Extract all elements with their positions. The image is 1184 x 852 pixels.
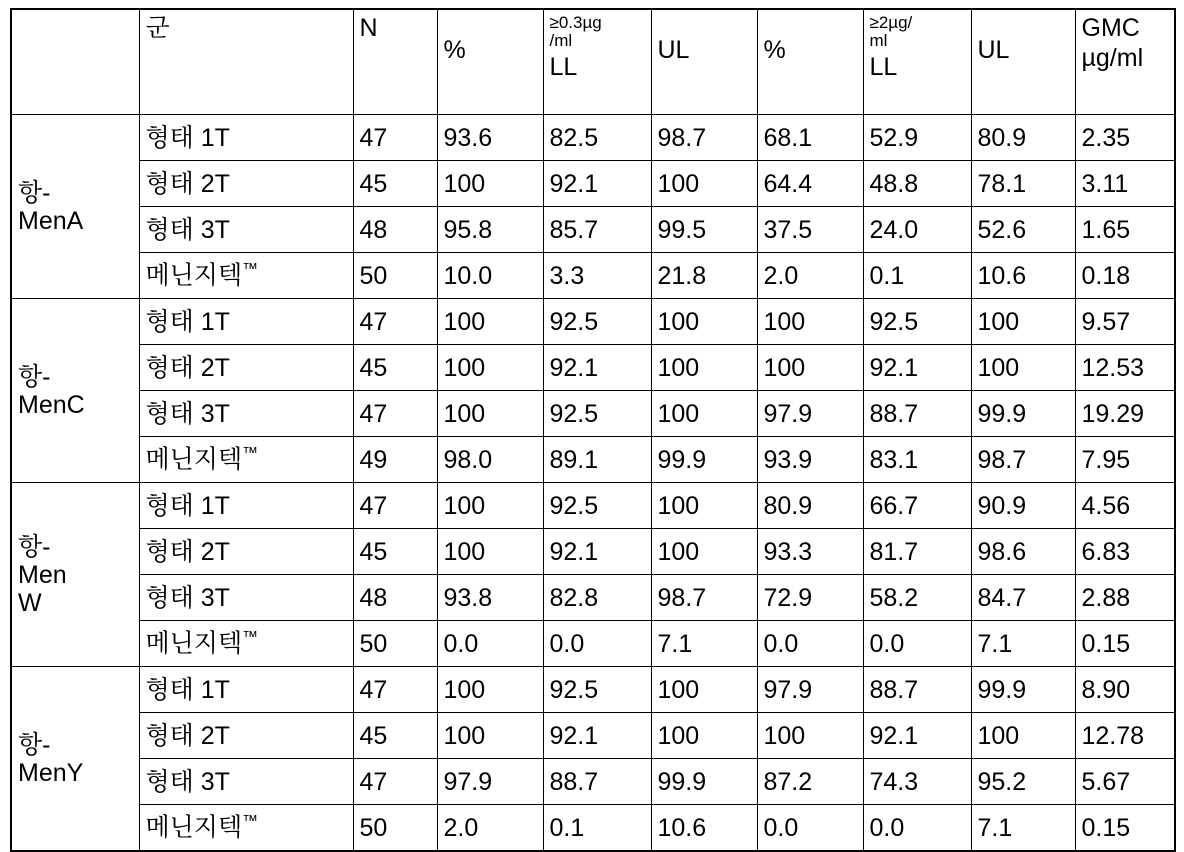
- table-row: [11, 161, 1175, 207]
- row-ll1: 92.1: [543, 529, 651, 575]
- row-pct2: 68.1: [757, 115, 863, 161]
- header-cell-ll1: [543, 9, 651, 115]
- row-pct1: 100: [437, 529, 543, 575]
- header-threshold-03-unit: /ml: [549, 31, 573, 51]
- row-gmc: 4.56: [1075, 483, 1175, 529]
- row-gmc: 9.57: [1075, 299, 1175, 345]
- row-ll1: 0.0: [543, 621, 651, 667]
- row-n: 45: [353, 713, 437, 759]
- header-ul1-label: UL: [657, 36, 690, 64]
- trademark-symbol: ™: [242, 629, 259, 647]
- row-ll2: 92.1: [863, 713, 971, 759]
- header-ll1-label: LL: [549, 52, 578, 81]
- row-group-name: 형태 1T: [139, 299, 353, 345]
- header-cell-pct2: [757, 9, 863, 115]
- header-group-label: 군: [145, 14, 170, 42]
- group-label-cell-meny: [11, 667, 139, 852]
- group-label-line1: 항-: [18, 730, 51, 759]
- row-gmc: 19.29: [1075, 391, 1175, 437]
- row-gmc: 1.65: [1075, 207, 1175, 253]
- row-group-name: 형태 2T: [139, 529, 353, 575]
- header-threshold-2-label: ≥2µg/: [869, 13, 913, 32]
- row-ll1: 0.1: [543, 805, 651, 852]
- row-pct1: 100: [437, 299, 543, 345]
- row-ul1: 98.7: [651, 115, 757, 161]
- row-pct2: 100: [757, 299, 863, 345]
- table-row: [11, 759, 1175, 805]
- row-gmc: 3.11: [1075, 161, 1175, 207]
- row-ll1: 88.7: [543, 759, 651, 805]
- table-row: [11, 391, 1175, 437]
- row-ll2: 0.1: [863, 253, 971, 299]
- table-row: [11, 667, 1175, 713]
- row-pct2: 93.3: [757, 529, 863, 575]
- table-row: [11, 115, 1175, 161]
- row-ll2: 92.1: [863, 345, 971, 391]
- row-pct1: 93.8: [437, 575, 543, 621]
- row-n: 45: [353, 345, 437, 391]
- row-group-name: 형태 3T: [139, 207, 353, 253]
- row-group-name: 형태 1T: [139, 667, 353, 713]
- header-threshold-2-unit: ml: [869, 31, 888, 51]
- row-gmc: 0.15: [1075, 621, 1175, 667]
- immunogenicity-results-table: [10, 8, 1176, 852]
- row-ul1: 100: [651, 391, 757, 437]
- row-ll2: 81.7: [863, 529, 971, 575]
- row-ll1: 89.1: [543, 437, 651, 483]
- row-ll1: 85.7: [543, 207, 651, 253]
- row-ll1: 82.5: [543, 115, 651, 161]
- row-pct1: 100: [437, 483, 543, 529]
- row-group-name: 형태 2T: [139, 161, 353, 207]
- row-group-name: 형태 3T: [139, 575, 353, 621]
- row-pct2: 2.0: [757, 253, 863, 299]
- row-gmc: 0.18: [1075, 253, 1175, 299]
- row-ul2: 95.2: [971, 759, 1075, 805]
- row-pct1: 0.0: [437, 621, 543, 667]
- row-ul1: 100: [651, 713, 757, 759]
- row-n: 47: [353, 759, 437, 805]
- row-ll1: 92.1: [543, 345, 651, 391]
- row-group-name: [139, 437, 353, 483]
- group-label-cell-mena: [11, 115, 139, 299]
- row-gmc: 6.83: [1075, 529, 1175, 575]
- row-ll1: 92.5: [543, 667, 651, 713]
- row-group-name: [139, 253, 353, 299]
- header-cell-ul1: [651, 9, 757, 115]
- header-cell-ul2: [971, 9, 1075, 115]
- row-group-name: 형태 2T: [139, 345, 353, 391]
- group-label-line1: 항-: [18, 532, 51, 561]
- row-gmc: 2.88: [1075, 575, 1175, 621]
- row-pct2: 0.0: [757, 621, 863, 667]
- row-gmc: 0.15: [1075, 805, 1175, 852]
- row-pct2: 93.9: [757, 437, 863, 483]
- row-ll1: 92.5: [543, 483, 651, 529]
- row-pct1: 100: [437, 161, 543, 207]
- row-gmc: 12.78: [1075, 713, 1175, 759]
- group-label-line2: MenA: [18, 206, 84, 235]
- header-threshold-03-label: ≥0.3µg: [549, 13, 602, 32]
- row-ul2: 7.1: [971, 805, 1075, 852]
- row-pct1: 100: [437, 667, 543, 713]
- table-row: [11, 207, 1175, 253]
- row-pct2: 80.9: [757, 483, 863, 529]
- row-ul2: 99.9: [971, 667, 1075, 713]
- header-pct1-label: %: [443, 36, 466, 64]
- row-ll2: 88.7: [863, 667, 971, 713]
- row-ll1: 3.3: [543, 253, 651, 299]
- row-n: 48: [353, 207, 437, 253]
- row-n: 50: [353, 621, 437, 667]
- row-ll1: 92.5: [543, 299, 651, 345]
- row-pct2: 100: [757, 345, 863, 391]
- row-ul2: 52.6: [971, 207, 1075, 253]
- row-ll2: 0.0: [863, 805, 971, 852]
- row-n: 47: [353, 391, 437, 437]
- row-ll2: 0.0: [863, 621, 971, 667]
- row-ll2: 58.2: [863, 575, 971, 621]
- row-pct2: 37.5: [757, 207, 863, 253]
- header-cell-blank: [11, 9, 139, 115]
- group-label-line3: W: [18, 588, 42, 617]
- row-pct2: 87.2: [757, 759, 863, 805]
- row-ll1: 92.5: [543, 391, 651, 437]
- row-pct2: 97.9: [757, 391, 863, 437]
- group-label-line1: 항-: [18, 178, 51, 207]
- row-ul1: 100: [651, 299, 757, 345]
- table-row: [11, 437, 1175, 483]
- row-group-name: 형태 2T: [139, 713, 353, 759]
- row-ll1: 92.1: [543, 713, 651, 759]
- row-n: 50: [353, 253, 437, 299]
- row-n: 47: [353, 299, 437, 345]
- row-gmc: 7.95: [1075, 437, 1175, 483]
- row-ul1: 99.9: [651, 437, 757, 483]
- row-pct1: 95.8: [437, 207, 543, 253]
- header-cell-group: [139, 9, 353, 115]
- row-group-name: 형태 3T: [139, 759, 353, 805]
- table-row: [11, 483, 1175, 529]
- table-row: [11, 299, 1175, 345]
- row-ul2: 100: [971, 713, 1075, 759]
- table-row: [11, 345, 1175, 391]
- row-n: 45: [353, 161, 437, 207]
- row-group-name-text: 메닌지텍: [145, 445, 243, 474]
- table-row: [11, 713, 1175, 759]
- row-ul2: 98.7: [971, 437, 1075, 483]
- row-n: 47: [353, 115, 437, 161]
- row-pct2: 100: [757, 713, 863, 759]
- row-ll2: 92.5: [863, 299, 971, 345]
- row-n: 47: [353, 483, 437, 529]
- table-row: [11, 621, 1175, 667]
- row-ul2: 78.1: [971, 161, 1075, 207]
- row-pct1: 2.0: [437, 805, 543, 852]
- header-cell-n: [353, 9, 437, 115]
- row-gmc: 12.53: [1075, 345, 1175, 391]
- row-ul2: 90.9: [971, 483, 1075, 529]
- row-ll2: 83.1: [863, 437, 971, 483]
- table-header-row: [11, 9, 1175, 115]
- row-ul1: 98.7: [651, 575, 757, 621]
- row-n: 50: [353, 805, 437, 852]
- trademark-symbol: ™: [242, 261, 259, 279]
- row-group-name: 형태 1T: [139, 483, 353, 529]
- header-ul2-label: UL: [977, 36, 1010, 64]
- header-gmc-unit: µg/ml: [1081, 44, 1144, 72]
- group-label-line2: Men: [18, 560, 67, 589]
- row-pct1: 100: [437, 713, 543, 759]
- row-gmc: 2.35: [1075, 115, 1175, 161]
- group-label-cell-menw: [11, 483, 139, 667]
- row-ul1: 100: [651, 483, 757, 529]
- row-ll2: 74.3: [863, 759, 971, 805]
- row-pct1: 97.9: [437, 759, 543, 805]
- row-ul2: 99.9: [971, 391, 1075, 437]
- row-pct1: 10.0: [437, 253, 543, 299]
- row-n: 49: [353, 437, 437, 483]
- group-label-line2: MenY: [18, 758, 84, 787]
- row-pct2: 72.9: [757, 575, 863, 621]
- group-label-line2: MenC: [18, 390, 85, 419]
- group-label-line1: 항-: [18, 362, 51, 391]
- row-pct1: 100: [437, 345, 543, 391]
- row-ll2: 52.9: [863, 115, 971, 161]
- header-cell-ll2: [863, 9, 971, 115]
- row-ul2: 10.6: [971, 253, 1075, 299]
- header-cell-pct1: [437, 9, 543, 115]
- row-n: 47: [353, 667, 437, 713]
- row-gmc: 8.90: [1075, 667, 1175, 713]
- row-ul1: 100: [651, 345, 757, 391]
- row-group-name-text: 메닌지텍: [145, 629, 243, 658]
- row-pct2: 0.0: [757, 805, 863, 852]
- row-ul2: 100: [971, 299, 1075, 345]
- row-ul1: 99.9: [651, 759, 757, 805]
- row-ul2: 7.1: [971, 621, 1075, 667]
- table-row: [11, 253, 1175, 299]
- table-row: [11, 805, 1175, 852]
- row-group-name-text: 메닌지텍: [145, 261, 243, 290]
- row-ul1: 21.8: [651, 253, 757, 299]
- row-pct1: 98.0: [437, 437, 543, 483]
- header-ll2-label: LL: [869, 52, 898, 81]
- row-group-name-text: 메닌지텍: [145, 813, 243, 842]
- row-ll2: 48.8: [863, 161, 971, 207]
- header-gmc-label: GMC: [1081, 14, 1140, 42]
- row-group-name: [139, 621, 353, 667]
- row-pct1: 93.6: [437, 115, 543, 161]
- row-n: 48: [353, 575, 437, 621]
- row-ll2: 88.7: [863, 391, 971, 437]
- header-n-label: N: [359, 14, 378, 42]
- row-ul2: 80.9: [971, 115, 1075, 161]
- row-ul1: 100: [651, 529, 757, 575]
- row-ul2: 84.7: [971, 575, 1075, 621]
- group-label-cell-menc: [11, 299, 139, 483]
- row-ll2: 24.0: [863, 207, 971, 253]
- row-ul1: 7.1: [651, 621, 757, 667]
- row-n: 45: [353, 529, 437, 575]
- table-row: [11, 529, 1175, 575]
- row-ul2: 98.6: [971, 529, 1075, 575]
- row-ul1: 100: [651, 667, 757, 713]
- row-ul1: 10.6: [651, 805, 757, 852]
- row-ul1: 100: [651, 161, 757, 207]
- row-pct2: 97.9: [757, 667, 863, 713]
- row-group-name: [139, 805, 353, 852]
- row-ll1: 82.8: [543, 575, 651, 621]
- row-group-name: 형태 1T: [139, 115, 353, 161]
- trademark-symbol: ™: [242, 813, 259, 831]
- trademark-symbol: ™: [242, 445, 259, 463]
- row-ul1: 99.5: [651, 207, 757, 253]
- table-row: [11, 575, 1175, 621]
- row-gmc: 5.67: [1075, 759, 1175, 805]
- header-pct2-label: %: [763, 36, 786, 64]
- row-ll1: 92.1: [543, 161, 651, 207]
- row-pct1: 100: [437, 391, 543, 437]
- row-ul2: 100: [971, 345, 1075, 391]
- row-ll2: 66.7: [863, 483, 971, 529]
- header-cell-gmc: [1075, 9, 1175, 115]
- row-group-name: 형태 3T: [139, 391, 353, 437]
- row-pct2: 64.4: [757, 161, 863, 207]
